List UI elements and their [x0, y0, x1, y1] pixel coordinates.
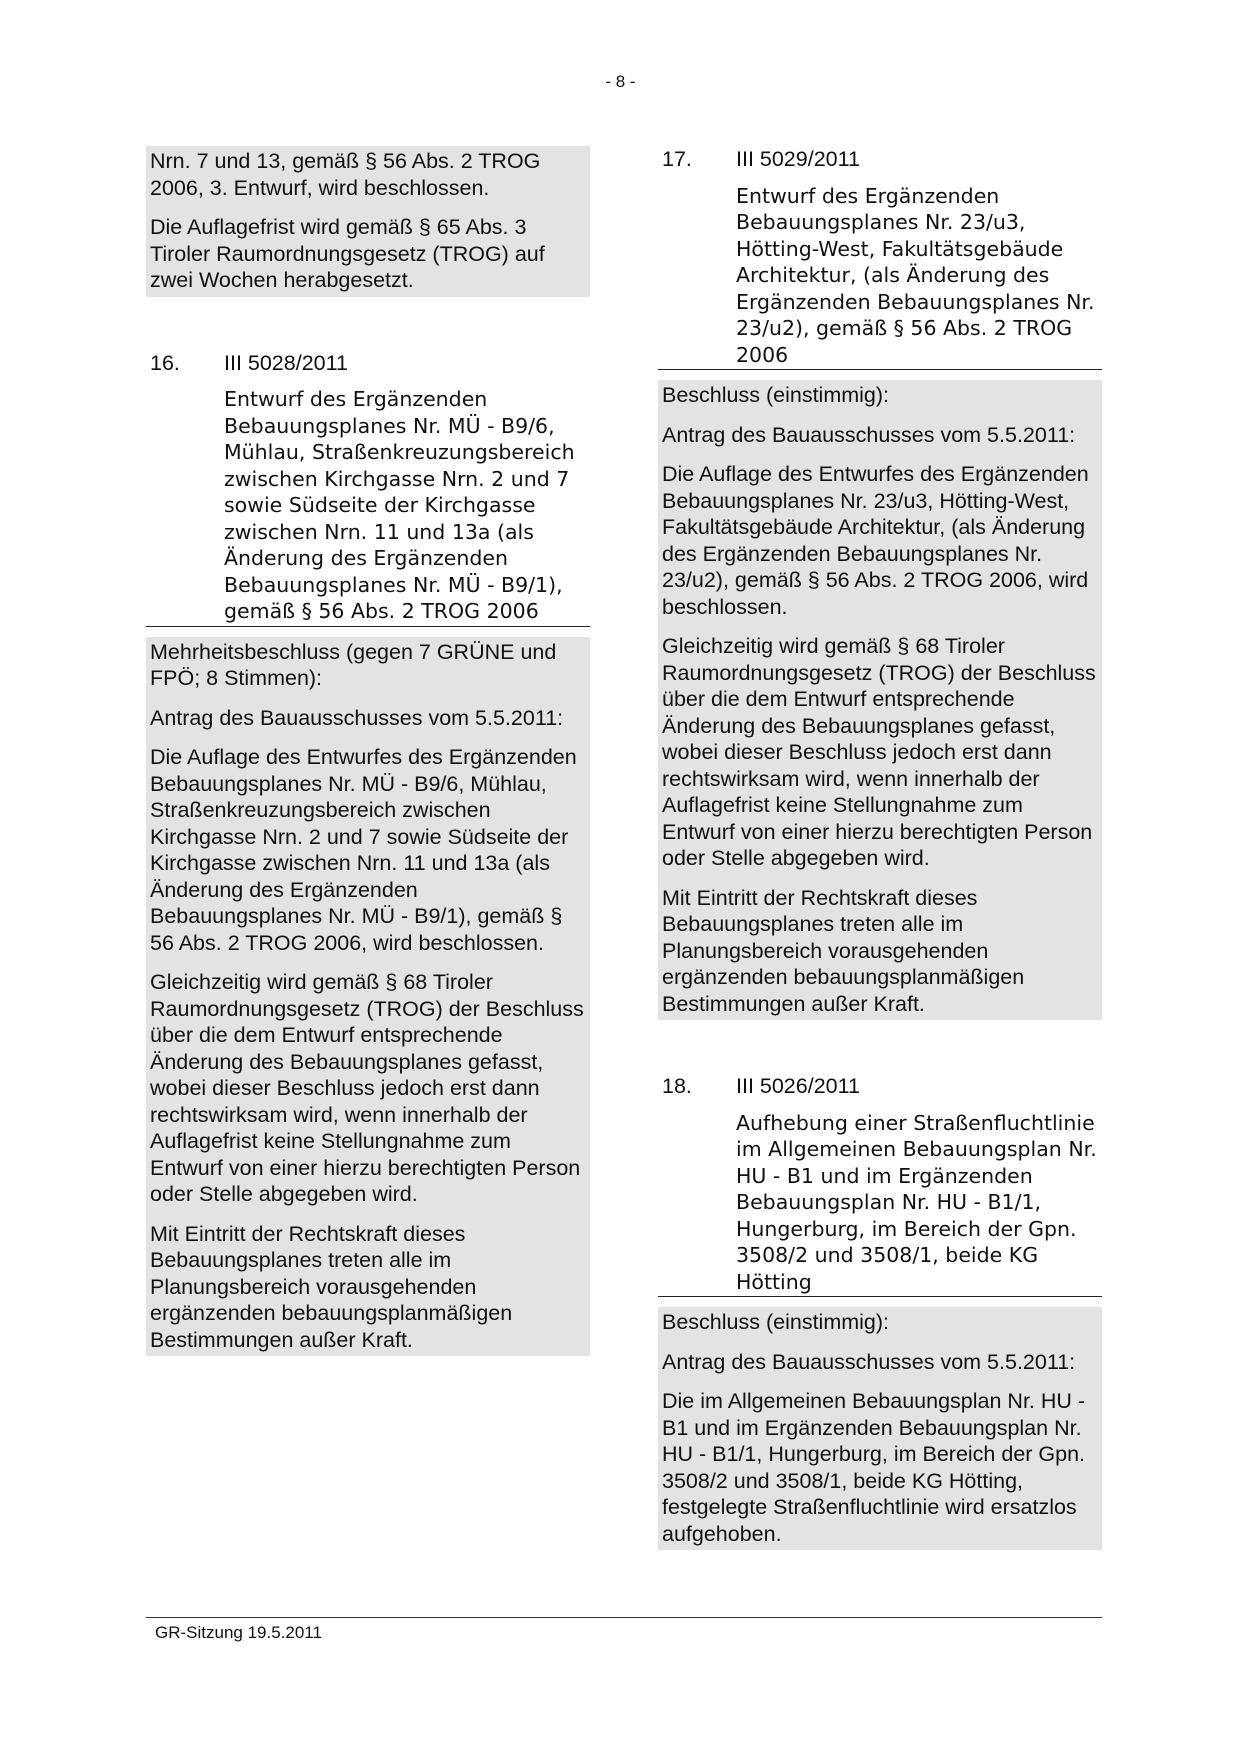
- item-number: 18.: [662, 1074, 692, 1098]
- resolution-type: Beschluss (einstimmig):: [662, 1310, 889, 1334]
- page-number: - 8 -: [605, 72, 636, 91]
- resolution-paragraph: Mit Eintritt der Rechtskraft dieses Bebauungsplanes treten alle im Planungsbereich vorausgehenden ergänzenden bebauungsplanmäßigen Bestimmungen außer Kraft.: [150, 1221, 513, 1352]
- resolution-paragraph: Die im Allgemeinen Bebauungsplan Nr. HU - B1 und im Ergänzenden Bebauungsplan Nr. HU - B1/1, Hungerburg, im Bereich der Gpn. 3508/2 und 3508/1, beide KG Hötting, festgelegte Straßenfluchtlinie wird ersatzlos aufgehoben.: [662, 1389, 1086, 1546]
- resolution-type: Mehrheitsbeschluss (gegen 7 GRÜNE und FPÖ; 8 Stimmen):: [150, 639, 557, 690]
- item-18-header: [658, 1073, 1102, 1297]
- right-column: [658, 146, 1102, 1550]
- resolution-type: Beschluss (einstimmig):: [662, 383, 889, 407]
- item-reference: III 5026/2011: [736, 1074, 860, 1098]
- motion-source: Antrag des Bauausschusses vom 5.5.2011:: [662, 1349, 1076, 1374]
- item-title: Entwurf des Ergänzenden Bebauungsplanes Nr. MÜ - B9/6, Mühlau, Straßenkreuzungsbereich zwischen Kirchgasse Nrn. 2 und 7 sowie Südseite der Kirchgasse zwischen Nrn. 11 und 13a (als Änderung des Ergänzenden Bebauungsplanes Nr. MÜ - B9/1), gemäß § 56 Abs. 2 TROG 2006: [224, 387, 575, 623]
- item-reference: III 5029/2011: [736, 147, 860, 171]
- item-17-resolution: [658, 380, 1102, 1020]
- item-16-resolution: [146, 637, 590, 1357]
- continuation-paragraph: Die Auflagefrist wird gemäß § 65 Abs. 3 Tiroler Raumordnungsgesetz (TROG) auf zwei Wochen herabgesetzt.: [150, 215, 545, 292]
- item-number: 17.: [662, 147, 692, 171]
- motion-source: Antrag des Bauausschusses vom 5.5.2011:: [150, 705, 564, 730]
- item-title: Entwurf des Ergänzenden Bebauungsplanes Nr. 23/u3, Hötting-West, Fakultätsgebäude Architektur, (als Änderung des Ergänzenden Bebauungsplanes Nr. 23/u2), gemäß § 56 Abs. 2 TROG 2006: [736, 183, 1095, 367]
- resolution-paragraph: Die Auflage des Entwurfes des Ergänzenden Bebauungsplanes Nr. MÜ - B9/6, Mühlau, Straßenkreuzungsbereich zwischen Kirchgasse Nrn. 2 und 7 sowie Südseite der Kirchgasse zwischen Nrn. 11 und 13a (als Änderung des Ergänzenden Bebauungsplanes Nr. MÜ - B9/1), gemäß § 56 Abs. 2 TROG 2006, wird beschlossen.: [150, 745, 577, 955]
- footer-divider: [146, 1617, 1102, 1618]
- footer-session-date: GR-Sitzung 19.5.2011: [155, 1623, 322, 1642]
- continuation-block: [146, 146, 590, 297]
- item-17-header: [658, 146, 1102, 370]
- item-title: Aufhebung einer Straßenfluchtlinie im Allgemeinen Bebauungsplan Nr. HU - B1 und im Ergänzenden Bebauungsplan Nr. HU - B1/1, Hungerburg, im Bereich der Gpn. 3508/2 und 3508/1, beide KG Hötting: [736, 1110, 1097, 1294]
- continuation-paragraph: Nrn. 7 und 13, gemäß § 56 Abs. 2 TROG 2006, 3. Entwurf, wird beschlossen.: [150, 149, 541, 200]
- item-16-header: [146, 350, 590, 627]
- resolution-paragraph: Gleichzeitig wird gemäß § 68 Tiroler Raumordnungsgesetz (TROG) der Beschluss über die dem Entwurf entsprechende Änderung des Bebauungsplanes gefasst, wobei dieser Beschluss jedoch erst dann rechtswirksam wird, wenn innerhalb der Auflagefrist keine Stellungnahme zum Entwurf von einer hierzu berechtigten Person oder Stelle abgegeben wird.: [662, 634, 1096, 870]
- resolution-paragraph: Gleichzeitig wird gemäß § 68 Tiroler Raumordnungsgesetz (TROG) der Beschluss über die dem Entwurf entsprechende Änderung des Bebauungsplanes gefasst, wobei dieser Beschluss jedoch erst dann rechtswirksam wird, wenn innerhalb der Auflagefrist keine Stellungnahme zum Entwurf von einer hierzu berechtigten Person oder Stelle abgegeben wird.: [150, 970, 584, 1206]
- resolution-paragraph: Die Auflage des Entwurfes des Ergänzenden Bebauungsplanes Nr. 23/u3, Hötting-West, Fakultätsgebäude Architektur, (als Änderung des Ergänzenden Bebauungsplanes Nr. 23/u2), gemäß § 56 Abs. 2 TROG 2006, wird beschlossen.: [662, 462, 1089, 619]
- motion-source: Antrag des Bauausschusses vom 5.5.2011:: [662, 422, 1076, 447]
- resolution-paragraph: Mit Eintritt der Rechtskraft dieses Bebauungsplanes treten alle im Planungsbereich vorausgehenden ergänzenden bebauungsplanmäßigen Bestimmungen außer Kraft.: [662, 885, 1025, 1016]
- left-column: [146, 146, 590, 1356]
- item-number: 16.: [150, 350, 180, 375]
- item-18-resolution: [658, 1307, 1102, 1550]
- item-reference: III 5028/2011: [224, 350, 348, 375]
